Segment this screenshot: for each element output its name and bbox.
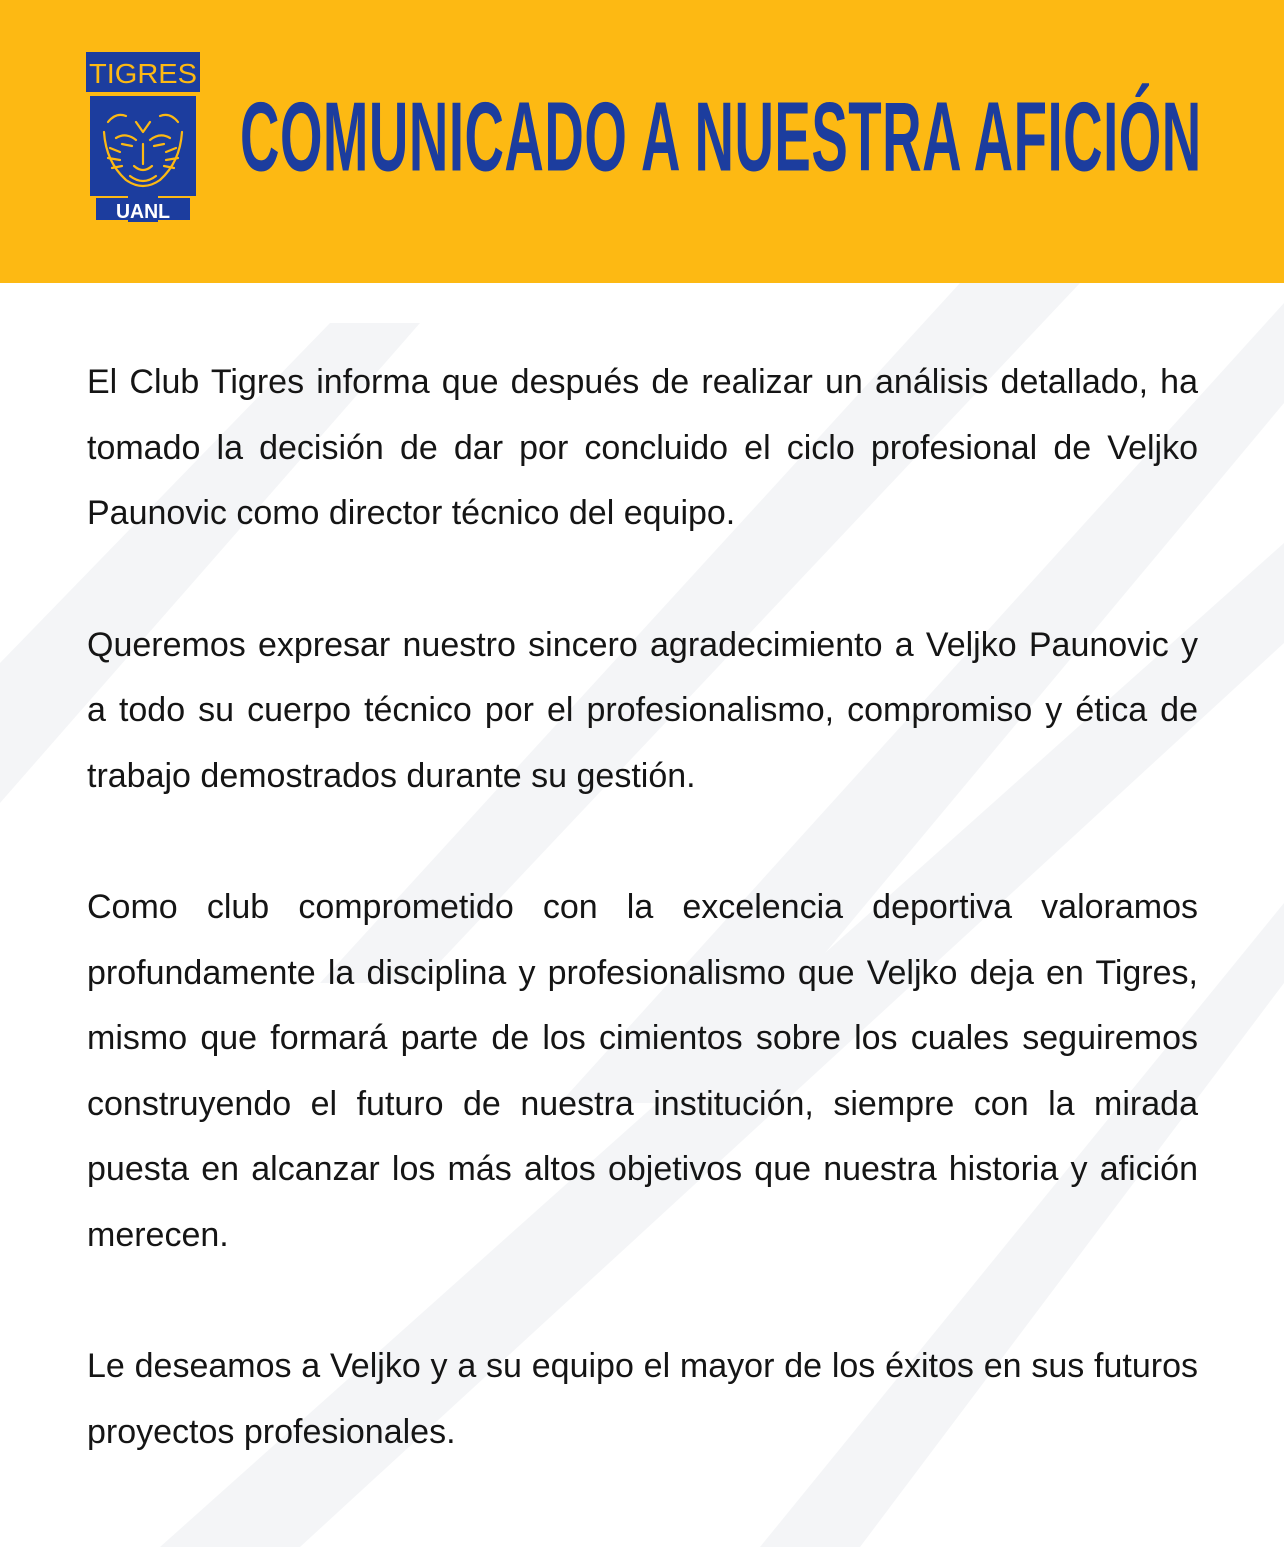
paragraph-4: Le deseamos a Veljko y a su equipo el mayor de los éxitos en sus futuros proyectos profesionales.: [87, 1347, 1198, 1451]
page-title: COMUNICADO A NUESTRA AFICIÓN: [240, 81, 1202, 192]
header-banner: [0, 0, 1284, 283]
logo-top-text: TIGRES: [89, 58, 197, 89]
paragraph-3: Como club comprometido con la excelencia deportiva valoramos profundamente la disciplina y profesionalismo que Veljko deja en Tigres, mismo que formará parte de los cimientos sobre los cuales seguiremos construyendo el futuro de nuestra institución, siempre con la mirada puesta en alcanzar los más altos objetivos que nuestra historia y afición merecen.: [87, 888, 1198, 1254]
paragraph-2: Queremos expresar nuestro sincero agradecimiento a Veljko Paunovic y a todo su cuerpo técnico por el profesionalismo, compromiso y ética de trabajo demostrados durante su gestión.: [87, 625, 1198, 795]
paragraph-1: El Club Tigres informa que después de realizar un análisis detallado, ha tomado la decisión de dar por concluido el ciclo profesional de Veljko Paunovic como director técnico del equipo.: [87, 363, 1198, 532]
logo-bottom-text: UANL: [116, 201, 170, 222]
announcement-body: [87, 350, 1198, 1531]
tigres-uanl-crest-icon: [86, 52, 200, 222]
